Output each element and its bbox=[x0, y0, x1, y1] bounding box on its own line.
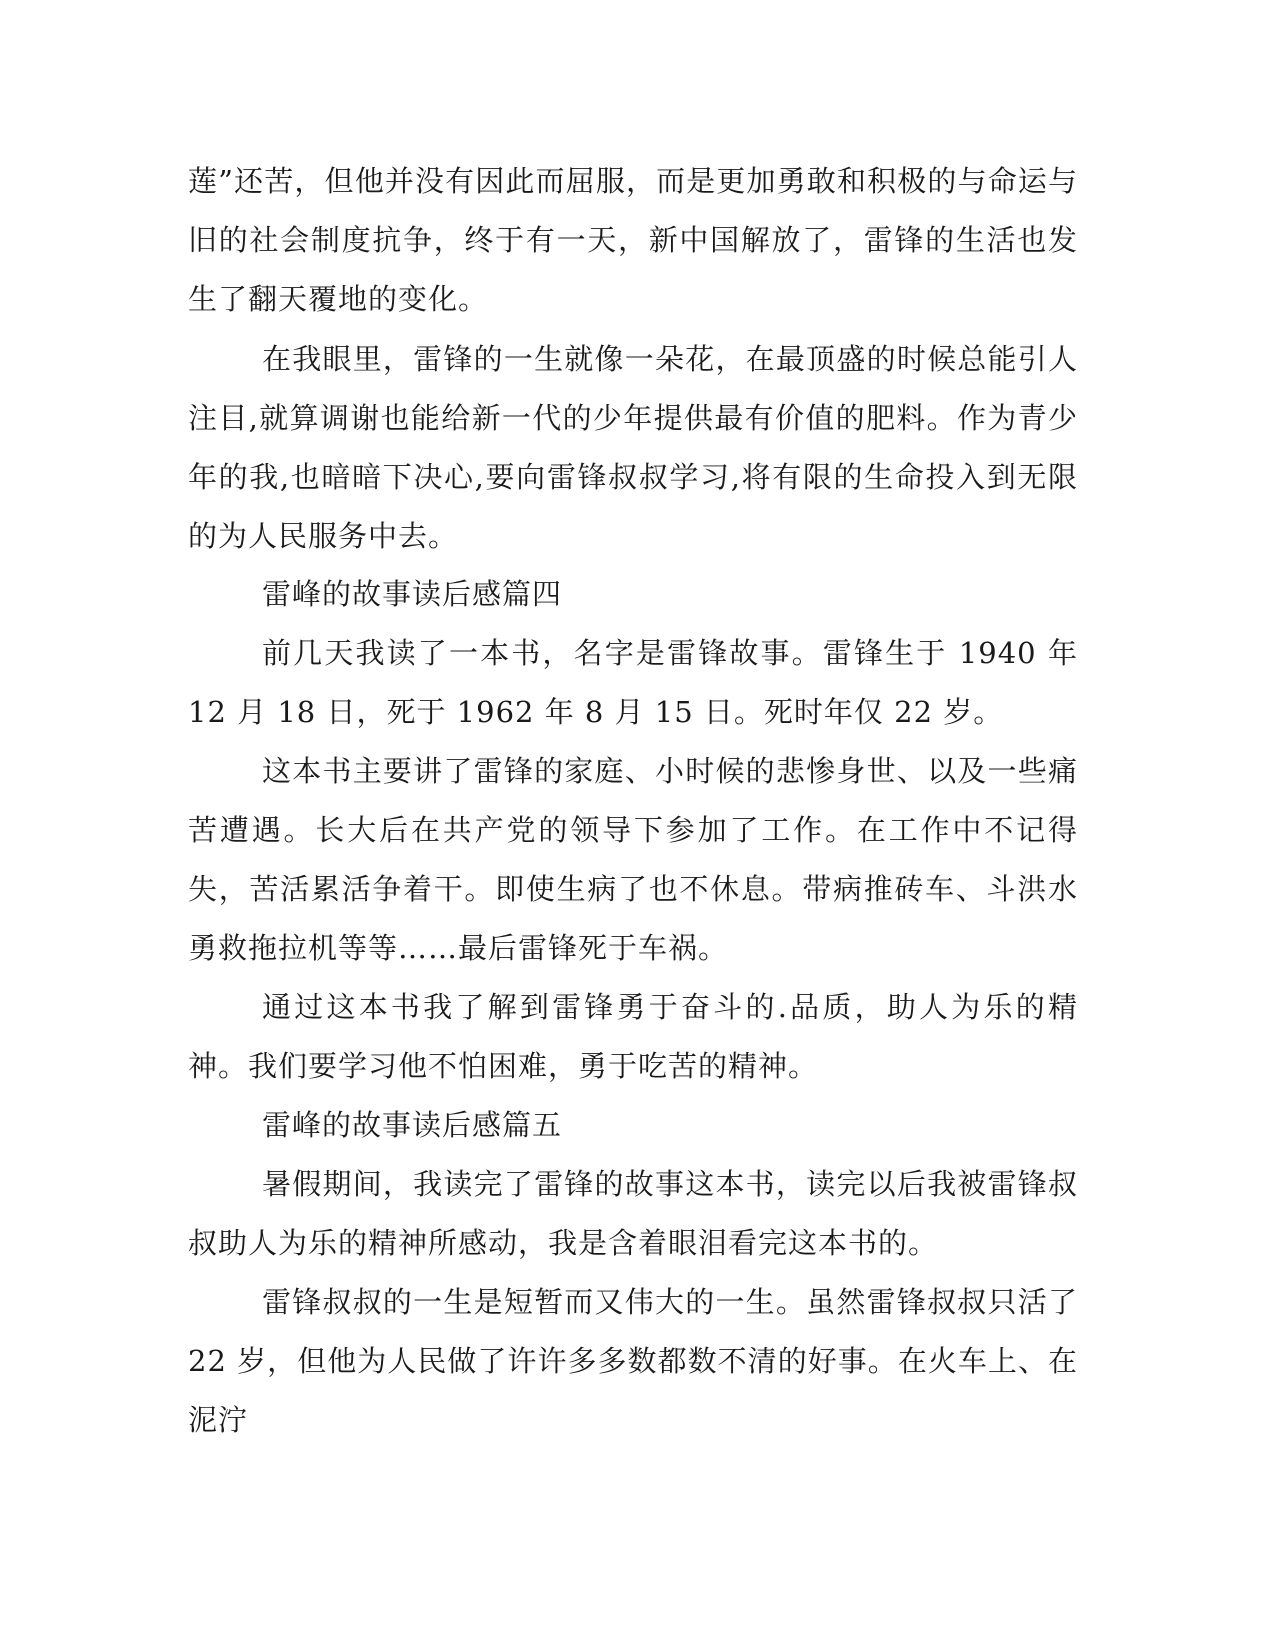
paragraph-5: 通过这本书我了解到雷锋勇于奋斗的.品质，助人为乐的精神。我们要学习他不怕困难，勇于吃苦的精神。 bbox=[188, 990, 1078, 1083]
paragraph-6: 暑假期间，我读完了雷锋的故事这本书，读完以后我被雷锋叔叔助人为乐的精神所感动，我是含着眼泪看完这本书的。 bbox=[188, 1167, 1078, 1260]
paragraph-3: 前几天我读了一本书，名字是雷锋故事。雷锋生于 1940 年 12 月 18 日，死于 1962 年 8 月 15 日。死时年仅 22 岁。 bbox=[188, 636, 1078, 729]
paragraph-7: 雷锋叔叔的一生是短暂而又伟大的一生。虽然雷锋叔叔只活了 22 岁，但他为人民做了许许多多数都数不清的好事。在火车上、在泥泞 bbox=[188, 1285, 1078, 1437]
paragraph-1: 莲”还苦，但他并没有因此而屈服，而是更加勇敢和积极的与命运与旧的社会制度抗争，终于有一天，新中国解放了，雷锋的生活也发生了翻天覆地的变化。 bbox=[188, 164, 1078, 316]
paragraph-4: 这本书主要讲了雷锋的家庭、小时候的悲惨身世、以及一些痛苦遭遇。长大后在共产党的领导下参加了工作。在工作中不记得失，苦活累活争着干。即使生病了也不休息。带病推砖车、斗洪水勇救拖拉机等等……最后雷锋死于车祸。 bbox=[188, 754, 1078, 965]
paragraph-2: 在我眼里，雷锋的一生就像一朵花，在最顶盛的时候总能引人注目,就算调谢也能给新一代的少年提供最有价值的肥料。作为青少年的我,也暗暗下决心,要向雷锋叔叔学习,将有限的生命投入到无限的为人民服务中去。 bbox=[188, 342, 1078, 553]
section-heading-5: 雷峰的故事读后感篇五 bbox=[262, 1108, 563, 1142]
section-heading-4: 雷峰的故事读后感篇四 bbox=[262, 577, 563, 611]
